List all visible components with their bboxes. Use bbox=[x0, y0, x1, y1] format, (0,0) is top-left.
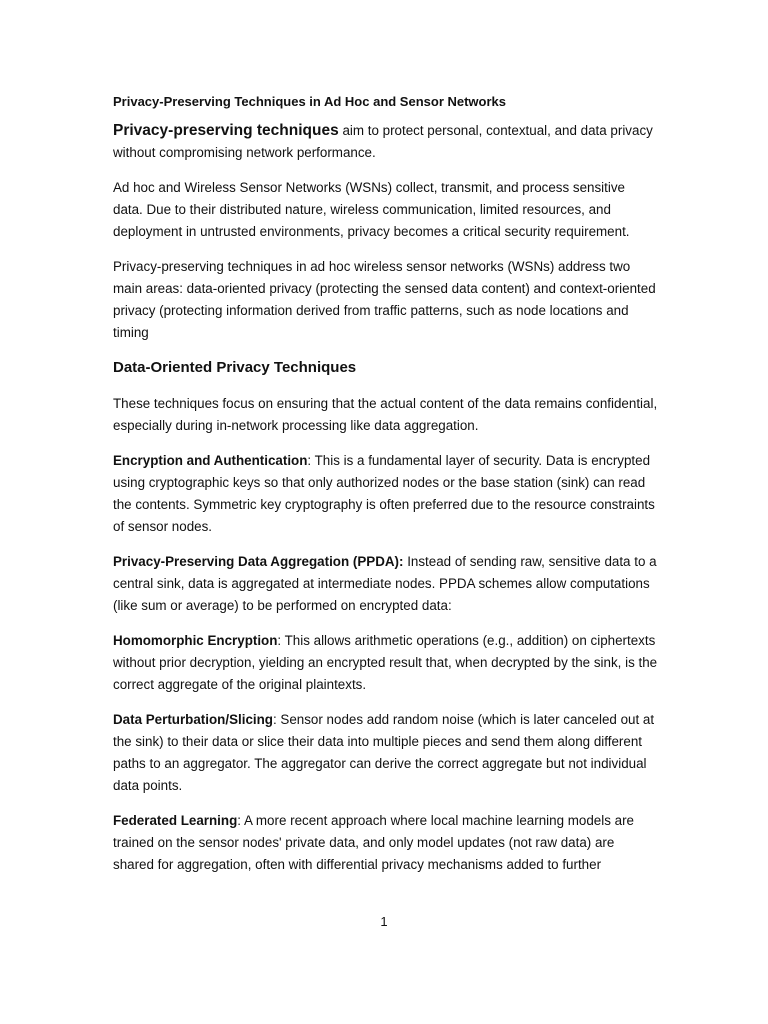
item-term: Federated Learning bbox=[113, 813, 238, 828]
item-homomorphic-encryption bbox=[113, 630, 658, 696]
item-data-perturbation bbox=[113, 709, 658, 797]
intro-paragraph bbox=[113, 120, 658, 164]
section-intro-paragraph: These techniques focus on ensuring that the actual content of the data remains confidential, especially during in-network processing like data aggregation. bbox=[113, 396, 658, 433]
document-title: Privacy-Preserving Techniques in Ad Hoc and Sensor Networks bbox=[113, 94, 507, 109]
item-ppda bbox=[113, 551, 658, 617]
item-term: Privacy-Preserving Data Aggregation (PPDA): bbox=[113, 554, 404, 569]
intro-term: Privacy-preserving techniques bbox=[113, 122, 339, 139]
item-term: Encryption and Authentication bbox=[113, 453, 308, 468]
page-number: 1 bbox=[380, 914, 388, 929]
document-page bbox=[113, 92, 658, 889]
item-federated-learning bbox=[113, 810, 658, 876]
item-term: Homomorphic Encryption bbox=[113, 633, 278, 648]
intro-text: aim to protect personal, contextual, and data privacy without compromising network performance. bbox=[113, 123, 653, 160]
item-text: : Sensor nodes add random noise (which is later canceled out at the sink) to their data or slice their data into multiple pieces and send them along different paths to an aggregator. The aggregator can derive the correct aggregate but not individual data points. bbox=[113, 712, 655, 793]
item-text: Instead of sending raw, sensitive data to a central sink, data is aggregated at intermediate nodes. PPDA schemes allow computations (like sum or average) to be performed on encrypted data: bbox=[113, 554, 657, 613]
item-term: Data Perturbation/Slicing bbox=[113, 712, 273, 727]
paragraph-privacy-areas: Privacy-preserving techniques in ad hoc wireless sensor networks (WSNs) address two main areas: data-oriented privacy (protecting the sensed data content) and context-oriented privacy (protecting information derived from traffic patterns, such as node locations and timing bbox=[113, 259, 656, 340]
section-heading-data-oriented: Data-Oriented Privacy Techniques bbox=[113, 359, 357, 376]
item-text: : This is a fundamental layer of security. Data is encrypted using cryptographic keys so that only authorized nodes or the base station (sink) can read the contents. Symmetric key cryptography is often preferred due to the resource constraints of sensor nodes. bbox=[113, 453, 655, 534]
item-text: : This allows arithmetic operations (e.g., addition) on ciphertexts without prior decryption, yielding an encrypted result that, when decrypted by the sink, is the correct aggregate of the original plaintexts. bbox=[113, 633, 658, 692]
item-text: : A more recent approach where local machine learning models are trained on the sensor nodes' private data, and only model updates (not raw data) are shared for aggregation, often with differential privacy mechanisms added to further bbox=[113, 813, 634, 872]
paragraph-wsn-overview: Ad hoc and Wireless Sensor Networks (WSNs) collect, transmit, and process sensitive data. Due to their distributed nature, wireless communication, limited resources, and deployment in untrusted environments, privacy becomes a critical security requirement. bbox=[113, 180, 630, 239]
item-encryption-authentication bbox=[113, 450, 658, 538]
